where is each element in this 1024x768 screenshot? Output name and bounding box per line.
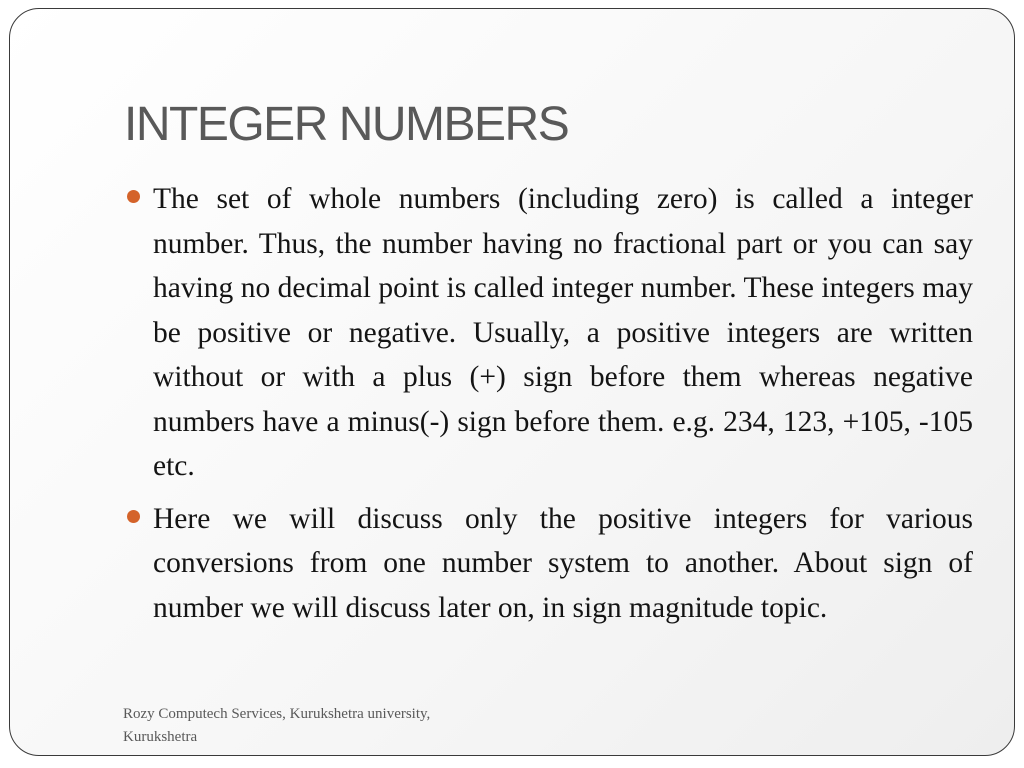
bullet-item xyxy=(153,497,973,631)
bullet-list xyxy=(153,177,973,638)
bullet-dot-icon xyxy=(127,190,140,203)
footer-text xyxy=(123,703,523,749)
slide-frame xyxy=(9,8,1015,756)
bullet-item xyxy=(153,177,973,489)
slide-title: INTEGER NUMBERS xyxy=(124,98,569,151)
bullet-text: Here we will discuss only the positive integers for various conversions from one number system to another. About sign of number we will discuss later on, in sign magnitude topic. xyxy=(153,502,973,624)
bullet-text: The set of whole numbers (including zero) is called a integer number. Thus, the number having no fractional part or you can say having no decimal point is called integer number. These integers may be positive or negative. Usually, a positive integers are written without or with a plus (+) sign before them whereas negative numbers have a minus(-) sign before them. e.g. 234, 123, +105, -105 etc. xyxy=(153,183,973,482)
footer-line: Rozy Computech Services, Kurukshetra university, xyxy=(123,706,431,722)
bullet-dot-icon xyxy=(127,510,140,523)
footer-line: Kurukshetra xyxy=(123,729,198,745)
